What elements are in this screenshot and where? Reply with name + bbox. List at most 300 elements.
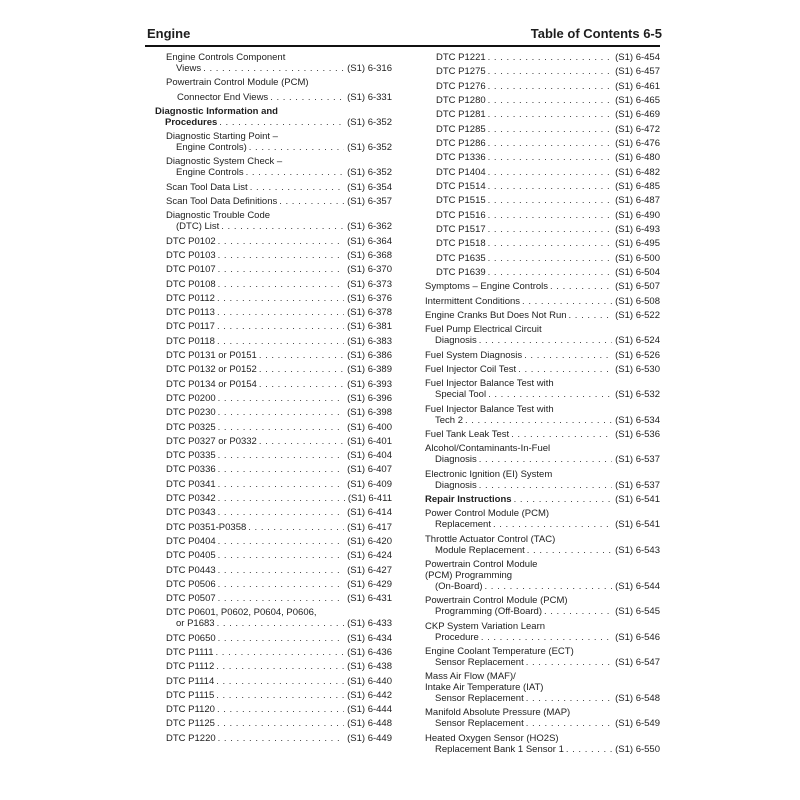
- toc-entry[interactable]: [425, 152, 660, 163]
- page-reference: (S1) 6-457: [615, 66, 660, 78]
- toc-entry-title-line: (PCM) Programming: [425, 569, 513, 581]
- leader-dots: [259, 364, 344, 375]
- toc-entry-title: DTC P0336: [166, 464, 216, 476]
- page-reference: (S1) 6-352: [347, 142, 392, 154]
- page-reference: (S1) 6-541: [615, 493, 660, 505]
- toc-entry[interactable]: [155, 131, 392, 153]
- page-reference: (S1) 6-461: [615, 80, 660, 92]
- toc-entry-title: DTC P1280: [436, 94, 486, 106]
- page-reference: (S1) 6-465: [615, 94, 660, 106]
- toc-entry[interactable]: [425, 429, 660, 440]
- toc-entry[interactable]: [155, 264, 392, 275]
- toc-entry[interactable]: [155, 661, 392, 672]
- toc-entry[interactable]: [155, 522, 392, 533]
- toc-entry[interactable]: [155, 106, 392, 128]
- toc-entry-title: Scan Tool Data Definitions: [166, 196, 278, 208]
- page-reference: (S1) 6-411: [347, 493, 392, 505]
- page-reference: (S1) 6-472: [615, 123, 660, 135]
- toc-entry-title: DTC P1518: [436, 238, 486, 250]
- toc-entry-title: DTC P0506: [166, 578, 216, 590]
- toc-entry[interactable]: [425, 267, 660, 278]
- toc-entry-title-line: Electronic Ignition (EI) System: [425, 468, 553, 480]
- toc-entry-title: Symptoms – Engine Controls: [425, 281, 549, 293]
- toc-entry[interactable]: [425, 494, 660, 505]
- leader-dots: [479, 480, 612, 491]
- toc-entry-title: Engine Cranks But Does Not Run: [425, 309, 567, 321]
- leader-dots: [493, 519, 612, 530]
- page-reference: (S1) 6-536: [615, 428, 660, 440]
- page-reference: (S1) 6-490: [615, 209, 660, 221]
- toc-entry[interactable]: [425, 81, 660, 92]
- toc-entry[interactable]: [425, 296, 660, 307]
- toc-entry-title: DTC P1285: [436, 123, 486, 135]
- toc-entry-title: DTC P1404: [436, 166, 486, 178]
- leader-dots: [259, 436, 344, 447]
- page-reference: (S1) 6-378: [347, 307, 392, 319]
- toc-entry-title: Sensor Replacement: [435, 693, 524, 705]
- leader-dots: [488, 109, 612, 120]
- page-reference: (S1) 6-448: [347, 718, 392, 730]
- toc-entry[interactable]: [155, 704, 392, 715]
- toc-entry[interactable]: [155, 210, 392, 232]
- leader-dots: [488, 138, 612, 149]
- page-reference: (S1) 6-454: [615, 52, 660, 63]
- toc-entry-title: DTC P0230: [166, 407, 216, 419]
- page-reference: (S1) 6-508: [615, 295, 660, 307]
- page-reference: (S1) 6-534: [615, 414, 660, 426]
- page-reference: (S1) 6-482: [615, 166, 660, 178]
- page-reference: (S1) 6-507: [615, 281, 660, 293]
- leader-dots: [488, 253, 612, 264]
- toc-entry[interactable]: [425, 181, 660, 192]
- toc-entry[interactable]: [155, 450, 392, 461]
- toc-entry[interactable]: [155, 593, 392, 604]
- leader-dots: [527, 545, 612, 556]
- page-reference: (S1) 6-541: [615, 519, 660, 531]
- toc-entry[interactable]: [155, 196, 392, 207]
- toc-entry[interactable]: [425, 109, 660, 120]
- leader-dots: [217, 618, 345, 629]
- toc-entry-title-line: Intake Air Temperature (IAT): [425, 682, 544, 694]
- toc-entry[interactable]: [425, 281, 660, 292]
- leader-dots: [488, 81, 612, 92]
- toc-entry-title-line: Diagnostic Starting Point –: [166, 131, 278, 143]
- leader-dots: [488, 95, 612, 106]
- page-reference: (S1) 6-373: [347, 278, 392, 290]
- toc-entry[interactable]: [425, 310, 660, 321]
- toc-entry-title: Module Replacement: [435, 544, 525, 556]
- leader-dots: [218, 565, 344, 576]
- toc-entry[interactable]: [155, 647, 392, 658]
- toc-entry-title-line: DTC P0601, P0602, P0604, P0606,: [166, 607, 317, 619]
- page-reference: (S1) 6-433: [347, 618, 392, 630]
- leader-dots: [221, 221, 344, 232]
- leader-dots: [218, 507, 344, 518]
- toc-entry[interactable]: [425, 646, 660, 668]
- toc-entry-title: Fuel Tank Leak Test: [425, 428, 510, 440]
- page-reference: (S1) 6-532: [615, 389, 660, 401]
- leader-dots: [218, 550, 344, 561]
- toc-entry[interactable]: [425, 404, 660, 426]
- toc-entry-title: Sensor Replacement: [435, 656, 524, 668]
- page-reference: (S1) 6-352: [347, 116, 392, 128]
- toc-entry-title-line: Throttle Actuator Control (TAC): [425, 533, 556, 545]
- toc-entry[interactable]: [425, 195, 660, 206]
- toc-entry-title: Engine Controls: [176, 167, 244, 179]
- toc-entry-title: Diagnosis: [435, 335, 477, 347]
- page-reference: (S1) 6-389: [347, 364, 392, 376]
- leader-dots: [218, 393, 344, 404]
- toc-entry[interactable]: [155, 321, 392, 332]
- toc-entry[interactable]: [425, 559, 660, 592]
- toc-entry[interactable]: [425, 167, 660, 178]
- leader-dots: [218, 407, 344, 418]
- leader-dots: [488, 52, 612, 63]
- leader-dots: [218, 479, 344, 490]
- toc-entry-title: DTC P0132 or P0152: [166, 364, 257, 376]
- leader-dots: [218, 733, 344, 744]
- toc-entry[interactable]: [155, 379, 392, 390]
- leader-dots: [218, 464, 344, 475]
- toc-entry[interactable]: [155, 633, 392, 644]
- leader-dots: [218, 236, 344, 247]
- toc-entry-title: DTC P0118: [166, 335, 215, 347]
- page-reference: (S1) 6-449: [347, 732, 392, 744]
- toc-entry[interactable]: [155, 579, 392, 590]
- toc-entry-title: Procedures: [165, 116, 218, 128]
- toc-entry-title-line: Engine Coolant Temperature (ECT): [425, 645, 574, 657]
- page-reference: (S1) 6-357: [347, 196, 392, 208]
- leader-dots: [569, 310, 613, 321]
- toc-entry[interactable]: [155, 293, 392, 304]
- page-reference: (S1) 6-354: [347, 181, 392, 193]
- page-reference: (S1) 6-493: [615, 223, 660, 235]
- toc-entry-title: Intermittent Conditions: [425, 295, 521, 307]
- toc-entry-title: Powertrain Control Module (PCM): [166, 77, 309, 89]
- page-reference: (S1) 6-316: [347, 63, 392, 74]
- toc-entry-title: DTC P1115: [166, 689, 215, 701]
- toc-entry-title: DTC P1125: [166, 718, 215, 730]
- toc-entry-title: DTC P1514: [436, 180, 486, 192]
- page-reference: (S1) 6-409: [347, 478, 392, 490]
- toc-entry[interactable]: [155, 92, 392, 103]
- toc-entry[interactable]: [425, 707, 660, 729]
- leader-dots: [248, 522, 344, 533]
- toc-entry[interactable]: [155, 565, 392, 576]
- leader-dots: [217, 321, 344, 332]
- page-reference: (S1) 6-401: [347, 435, 392, 447]
- toc-entry-title: DTC P1112: [166, 661, 215, 673]
- toc-entry-title: DTC P0335: [166, 450, 216, 462]
- toc-entry-title: Replacement Bank 1 Sensor 1: [435, 743, 564, 755]
- toc-entry-title: Special Tool: [435, 389, 487, 401]
- toc-entry-title: DTC P1516: [436, 209, 486, 221]
- toc-entry[interactable]: [155, 52, 392, 74]
- page-reference: (S1) 6-480: [615, 152, 660, 164]
- toc-entry-title: DTC P0507: [166, 593, 216, 605]
- leader-dots: [250, 182, 344, 193]
- toc-entry-title: (DTC) List: [176, 221, 220, 233]
- leader-dots: [279, 196, 344, 207]
- toc-entry[interactable]: [425, 443, 660, 465]
- page-reference: (S1) 6-352: [347, 167, 392, 179]
- leader-dots: [203, 63, 344, 74]
- toc-entry[interactable]: [155, 336, 392, 347]
- leader-dots: [550, 281, 612, 292]
- leader-dots: [217, 293, 344, 304]
- toc-entry-title: DTC P1286: [436, 137, 486, 149]
- leader-dots: [488, 238, 612, 249]
- toc-entry[interactable]: [155, 436, 392, 447]
- toc-entry-title: Connector End Views: [177, 91, 269, 103]
- toc-entry[interactable]: [425, 733, 660, 755]
- page-reference: (S1) 6-362: [347, 221, 392, 233]
- toc-entry-title: DTC P1635: [436, 252, 486, 264]
- toc-entry[interactable]: [425, 124, 660, 135]
- leader-dots: [479, 335, 612, 346]
- toc-entry-title: Sensor Replacement: [435, 718, 524, 730]
- page-reference: (S1) 6-438: [347, 661, 392, 673]
- page-reference: (S1) 6-414: [347, 507, 392, 519]
- page-reference: (S1) 6-549: [615, 718, 660, 730]
- toc-entry[interactable]: [155, 182, 392, 193]
- leader-dots: [488, 66, 612, 77]
- page-reference: (S1) 6-417: [347, 521, 392, 533]
- toc-entry-title: DTC P0343: [166, 507, 216, 519]
- toc-entry[interactable]: [155, 550, 392, 561]
- page-reference: (S1) 6-364: [347, 235, 392, 247]
- toc-entry[interactable]: [155, 393, 392, 404]
- leader-dots: [217, 718, 344, 729]
- toc-entry-title: DTC P1281: [436, 109, 486, 121]
- toc-entry-title-line: Heated Oxygen Sensor (HO2S): [425, 732, 559, 744]
- leader-dots: [216, 661, 344, 672]
- leader-dots: [514, 494, 613, 505]
- toc-entry[interactable]: [425, 364, 660, 375]
- toc-entry[interactable]: [155, 350, 392, 361]
- page-reference: (S1) 6-544: [615, 580, 660, 592]
- leader-dots: [218, 493, 345, 504]
- toc-entry-title: DTC P1114: [166, 675, 215, 687]
- leader-dots: [488, 167, 612, 178]
- toc-entry-title: DTC P0108: [166, 278, 216, 290]
- toc-entry[interactable]: [425, 224, 660, 235]
- toc-entry-title: DTC P0113: [166, 307, 215, 319]
- toc-entry-title-line: Fuel Injector Balance Test with: [425, 378, 554, 390]
- leader-dots: [526, 718, 612, 729]
- leader-dots: [218, 250, 344, 261]
- toc-entry-title: Replacement: [435, 519, 491, 531]
- leader-dots: [218, 633, 344, 644]
- toc-entry[interactable]: [425, 671, 660, 704]
- toc-entry-title-line: Power Control Module (PCM): [425, 508, 550, 520]
- leader-dots: [218, 450, 344, 461]
- leader-dots: [246, 167, 345, 178]
- leader-dots: [216, 676, 344, 687]
- page-reference: (S1) 6-546: [615, 631, 660, 643]
- page-reference: (S1) 6-548: [615, 693, 660, 705]
- toc-entry-title: Fuel Injector Coil Test: [425, 363, 517, 375]
- toc-entry-title: DTC P0200: [166, 392, 216, 404]
- page-reference: (S1) 6-469: [615, 109, 660, 121]
- toc-entry[interactable]: [155, 156, 392, 178]
- toc-entry-title: DTC P1517: [436, 223, 486, 235]
- page-reference: (S1) 6-530: [615, 363, 660, 375]
- toc-entry-title: DTC P0112: [166, 292, 215, 304]
- toc-entry-title: DTC P0117: [166, 321, 215, 333]
- toc-entry[interactable]: [425, 469, 660, 491]
- toc-entry-title-line: Engine Controls Component: [166, 52, 286, 63]
- toc-entry-title-line: CKP System Variation Learn: [425, 620, 546, 632]
- toc-entry[interactable]: [425, 621, 660, 643]
- toc-entry-title: DTC P0650: [166, 632, 216, 644]
- toc-entry[interactable]: [425, 238, 660, 249]
- toc-entry[interactable]: [155, 250, 392, 261]
- toc-entry[interactable]: [425, 210, 660, 221]
- leader-dots: [488, 152, 612, 163]
- page-reference: (S1) 6-537: [615, 454, 660, 466]
- toc-entry-title: Repair Instructions: [425, 493, 512, 505]
- toc-entry-title: Procedure: [435, 631, 479, 643]
- toc-entry-title: DTC P0325: [166, 421, 216, 433]
- leader-dots: [218, 593, 344, 604]
- page-reference: (S1) 6-381: [347, 321, 392, 333]
- page-reference: (S1) 6-504: [615, 266, 660, 278]
- toc-entry[interactable]: [155, 607, 392, 629]
- page-reference: (S1) 6-404: [347, 450, 392, 462]
- toc-entry[interactable]: [155, 479, 392, 490]
- leader-dots: [259, 379, 344, 390]
- toc-entry[interactable]: [155, 493, 392, 504]
- page-reference: (S1) 6-429: [347, 578, 392, 590]
- leader-dots: [488, 389, 612, 400]
- toc-entry-title: DTC P0342: [166, 493, 216, 505]
- page-reference: (S1) 6-386: [347, 350, 392, 362]
- toc-entry[interactable]: [425, 66, 660, 77]
- page-reference: (S1) 6-487: [615, 195, 660, 207]
- page-reference: (S1) 6-500: [615, 252, 660, 264]
- toc-entry-title-line: Mass Air Flow (MAF)/: [425, 671, 516, 683]
- leader-dots: [488, 224, 612, 235]
- toc-entry-title: DTC P1275: [436, 66, 486, 78]
- page-reference: (S1) 6-376: [347, 292, 392, 304]
- page-reference: (S1) 6-427: [347, 564, 392, 576]
- leader-dots: [465, 415, 612, 426]
- toc-entry-title-line: Powertrain Control Module (PCM): [425, 595, 568, 607]
- leader-dots: [481, 632, 612, 643]
- leader-dots: [218, 264, 344, 275]
- page-reference: (S1) 6-440: [347, 675, 392, 687]
- toc-entry[interactable]: [155, 718, 392, 729]
- toc-entry-title: DTC P0107: [166, 264, 216, 276]
- leader-dots: [216, 690, 344, 701]
- page-reference: (S1) 6-442: [347, 689, 392, 701]
- leader-dots: [270, 92, 344, 103]
- toc-entry-title: Diagnosis: [435, 479, 477, 491]
- page-reference: (S1) 6-522: [615, 309, 660, 321]
- leader-dots: [526, 693, 612, 704]
- toc-entry-title: Diagnosis: [435, 454, 477, 466]
- leader-dots: [488, 181, 612, 192]
- page-reference: (S1) 6-444: [347, 704, 392, 716]
- toc-entry-title-line: Alcohol/Contaminants-In-Fuel: [425, 443, 551, 455]
- toc-entry[interactable]: [425, 378, 660, 400]
- toc-entry[interactable]: [425, 324, 660, 346]
- toc-entry-title-line: Powertrain Control Module: [425, 558, 538, 570]
- toc-entry[interactable]: [155, 690, 392, 701]
- toc-entry[interactable]: [155, 676, 392, 687]
- page-reference: (S1) 6-537: [615, 479, 660, 491]
- toc-entry[interactable]: [155, 279, 392, 290]
- leader-dots: [488, 267, 612, 278]
- toc-entry-title: Tech 2: [435, 414, 463, 426]
- page-reference: (S1) 6-476: [615, 137, 660, 149]
- toc-entry[interactable]: [425, 595, 660, 617]
- toc-entry[interactable]: [155, 536, 392, 547]
- toc-entry-title: DTC P1221: [436, 52, 486, 63]
- page-reference: (S1) 6-393: [347, 378, 392, 390]
- leader-dots: [524, 350, 612, 361]
- toc-entry[interactable]: [425, 95, 660, 106]
- page-reference: (S1) 6-436: [347, 646, 392, 658]
- leader-dots: [217, 704, 344, 715]
- toc-entry[interactable]: [425, 253, 660, 264]
- leader-dots: [488, 124, 612, 135]
- toc-entry-title: DTC P1220: [166, 732, 216, 744]
- toc-entry[interactable]: [425, 52, 660, 63]
- toc-entry[interactable]: [155, 422, 392, 433]
- page-reference: (S1) 6-407: [347, 464, 392, 476]
- leader-dots: [485, 581, 613, 592]
- leader-dots: [218, 422, 344, 433]
- toc-entry-title: DTC P1336: [436, 152, 486, 164]
- toc-entry[interactable]: [425, 350, 660, 361]
- toc-entry[interactable]: [155, 407, 392, 418]
- toc-entry-title: or P1683: [176, 618, 215, 630]
- toc-left-column: [155, 52, 392, 746]
- leader-dots: [217, 336, 344, 347]
- toc-entry[interactable]: [425, 534, 660, 556]
- page-reference: (S1) 6-526: [615, 349, 660, 361]
- toc-entry-title: DTC P0327 or P0332: [166, 435, 257, 447]
- toc-entry[interactable]: [155, 507, 392, 518]
- page-reference: (S1) 6-545: [615, 606, 660, 618]
- page-reference: (S1) 6-396: [347, 392, 392, 404]
- toc-entry-title-line: Fuel Pump Electrical Circuit: [425, 324, 542, 336]
- toc-entry-title: Engine Controls): [176, 142, 247, 154]
- toc-entry-title: DTC P0351-P0358: [166, 521, 247, 533]
- page-reference: (S1) 6-550: [615, 743, 660, 755]
- toc-entry-title-line: Diagnostic System Check –: [166, 156, 283, 168]
- toc-entry[interactable]: [425, 138, 660, 149]
- toc-entry[interactable]: [155, 364, 392, 375]
- page-reference: (S1) 6-383: [347, 335, 392, 347]
- toc-entry[interactable]: [155, 464, 392, 475]
- leader-dots: [218, 536, 344, 547]
- toc-entry[interactable]: [155, 307, 392, 318]
- page-reference: (S1) 6-368: [347, 249, 392, 261]
- page-reference: (S1) 6-543: [615, 544, 660, 556]
- page-header-title: Table of Contents 6-5: [530, 26, 662, 41]
- toc-entry[interactable]: [155, 236, 392, 247]
- toc-entry[interactable]: [425, 508, 660, 530]
- leader-dots: [522, 296, 612, 307]
- page-reference: (S1) 6-434: [347, 632, 392, 644]
- page-reference: (S1) 6-424: [347, 550, 392, 562]
- toc-entry[interactable]: [155, 733, 392, 744]
- leader-dots: [526, 657, 612, 668]
- toc-entry[interactable]: [155, 77, 392, 88]
